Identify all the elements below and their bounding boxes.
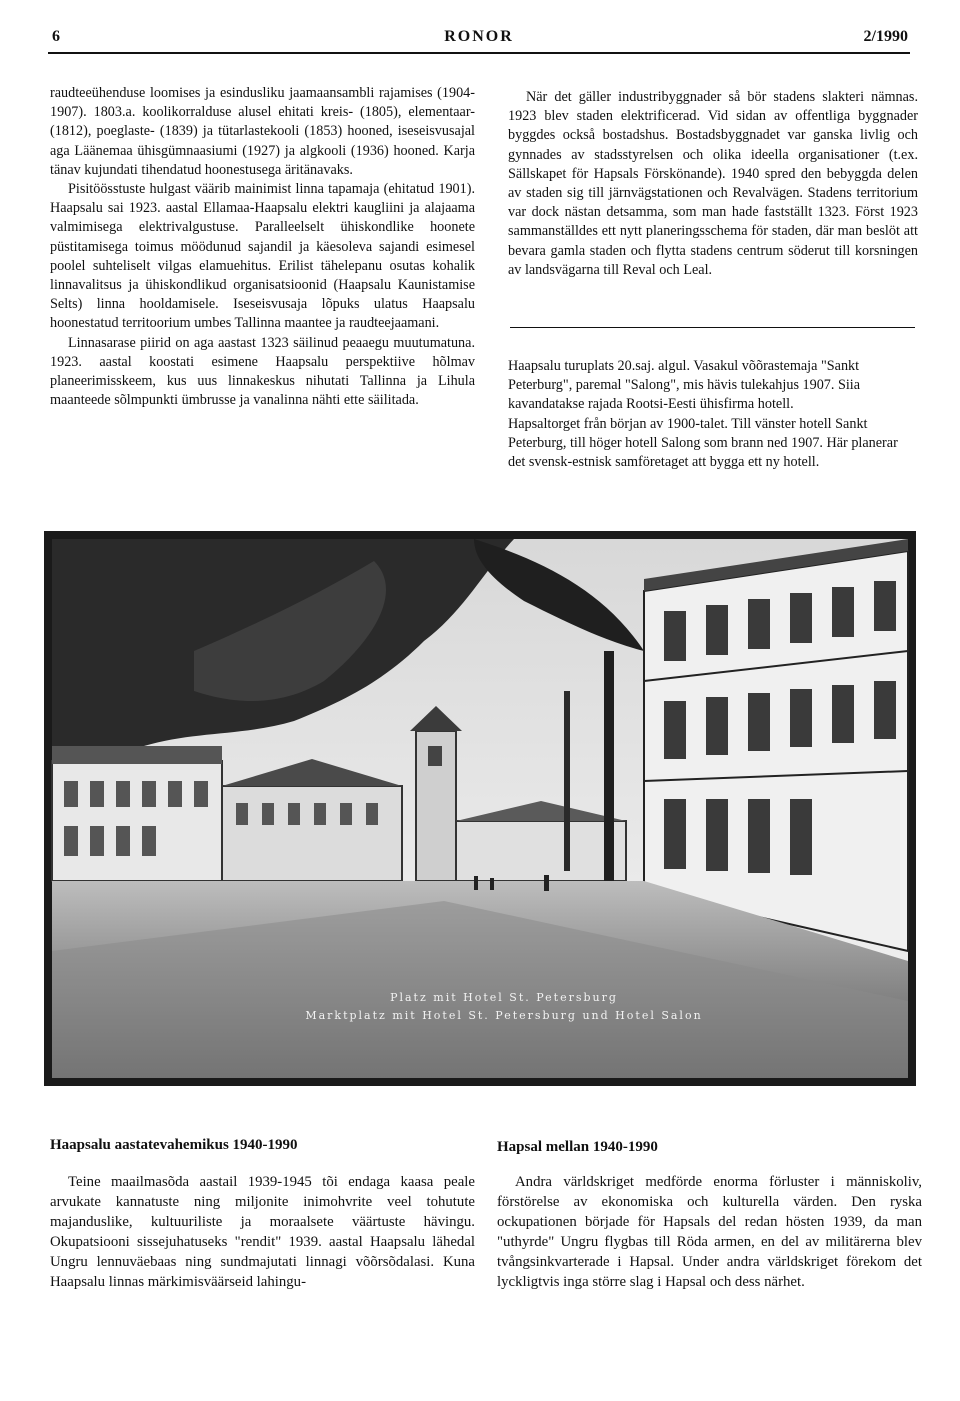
caption-estonian: Haapsalu turuplats 20.saj. algul. Vasakul võõrastemaja "Sankt Peterburg", paremal "Salong", mis hävis tulekahjus 1907. Siia kavandatakse rajada Rootsi-Eesti ühisfirma hotell. xyxy=(508,358,861,413)
paragraph: raudteeühenduse loomises ja esindusliku jaamaansambli rajamises (1904-1907). 1803.a. koolikorralduse alusel ehitati kreis- (1805), elementaar- (1812), poeglaste- (1839) ja tütarlastekooli (1853) hooned, iseseisvusajal aga Läänemaa ühisgümnaasiumi (1927) ja algkooli (1936) hooned. Karja tänav kujundati tihendatud hoonestusega äritänavaks. xyxy=(50,85,475,178)
photo-caption xyxy=(508,357,918,472)
page-header xyxy=(48,26,910,54)
magazine-title: RONOR xyxy=(444,28,514,45)
low-building xyxy=(456,821,626,881)
section-title-estonian: Haapsalu aastatevahemikus 1940-1990 xyxy=(50,1137,298,1153)
middle-building xyxy=(222,786,402,881)
paragraph: Pisitöösstuste hulgast väärib mainimist linna tapamaja (ehitatud 1901). Haapsalu sai 1923. aastal Ellamaa-Haapsalu elektri kaugliini ja alajaama valmimisega elektrivalgustuse. Paralleelselt ühiskondlike hoonete püstitamisega toimus möödunud sajandil ja käesoleva sajandi esimesel poolel suhteliselt vilgas elamuehitus. Erilist tähelepanu osutas kohalik linnavalitsus ja ühiskondlikud organisatsioonid (Haapsalu Kaunistamise Selts) linna hooldamisele. Iseseisvusaja lõpuks ulatus Haapsalu hoonestatud territoorium umbes Tallinna maantee ja raudteejaamani. xyxy=(50,181,475,332)
photo-caption-line1: Platz mit Hotel St. Petersburg xyxy=(390,991,618,1004)
section-title-swedish: Hapsal mellan 1940-1990 xyxy=(497,1139,658,1155)
paragraph: Linnasarase piirid on aga aastast 1323 säilinud peaaegu muutumatuna. 1923. aastal koostati esimene Haapsalu perspektiive hõlmav planeerimisskeem, kus uus linnakeskus nihutati Tallinna ja Lihula maanteede sõlmpunkti ümbrusse ja vanalinna nähti ette säilitada. xyxy=(50,334,475,409)
divider xyxy=(510,327,915,328)
paragraph: När det gäller industribyggnader så bör stadens slakteri nämnas. 1923 blev staden elektrificerad. Vid sidan av offentliga byggnader byggdes också bostadshus. Bostadsbyggnadet var ganska livlig och gynnades av stadsstyrelsen och olika ideella organisationer (t.ex. Sällskapet för Hapsals Förskönande). 1940 spred den bebyggda delen av staden sig till järnvägstationen och Revalvägen. Stadens territorium var dock nästan detsamma, som man hade fastställt 1323. Först 1923 sammanställdes ett nytt planeringsschema för staden, där man beslöt att bevara gamla staden och flytta stadens centrum söderut till korsningen av landsvägarna till Reval och Leal. xyxy=(508,89,918,278)
caption-swedish: Hapsaltorget från början av 1900-talet. Till vänster hotell Sankt Peterburg, till höger hotell Salong som brann ned 1907. Här planerar det svensk-estnisk samföretaget att bygga ett ny hotell. xyxy=(508,415,898,471)
historic-photo xyxy=(44,531,916,1086)
left-building xyxy=(52,761,222,881)
paragraph: Teine maailmasõda aastail 1939-1945 tõi endaga kaasa peale arvukate kannatuste ning miljonite inimohvrite veel tohutute majanduslike, kultuuriliste ja moraalsete väärtuste hävingu. Okupatsiooni sissejuhatuseks "rendit" 1939. aastal Haapsalu lähedal Ungru lennuväebaas ning sundmajutati linnagi võõrsõdalasi. Kuna Haapsalu linnas märkimisväärseid lahingu- xyxy=(50,1174,475,1290)
photo-caption-line2: Marktplatz mit Hotel St. Petersburg und Hotel Salon xyxy=(305,1009,703,1022)
page-number: 6 xyxy=(52,28,60,45)
issue-number: 2/1990 xyxy=(863,28,908,45)
photo-illustration xyxy=(44,531,916,1086)
swedish-text-bottom xyxy=(497,1172,922,1292)
swedish-text-top xyxy=(508,88,918,280)
paragraph: Andra världskriget medförde enorma förluster i människoliv, förstörelse av ekonomiska och kulturella värden. Den ryska ockupationen började för Hapsals del redan hösten 1939, da man "uthyrde" Ungru flygbas till Röda armen, en del av militärerna blev tvångsinkvarterade i Hapsal. Under andra världskriget förekom det lyckligtvis inga större slag i Hapsal och dess närhet. xyxy=(497,1174,922,1290)
left-roof xyxy=(52,746,222,764)
estonian-text-bottom xyxy=(50,1172,475,1292)
estonian-text-top xyxy=(50,84,475,410)
